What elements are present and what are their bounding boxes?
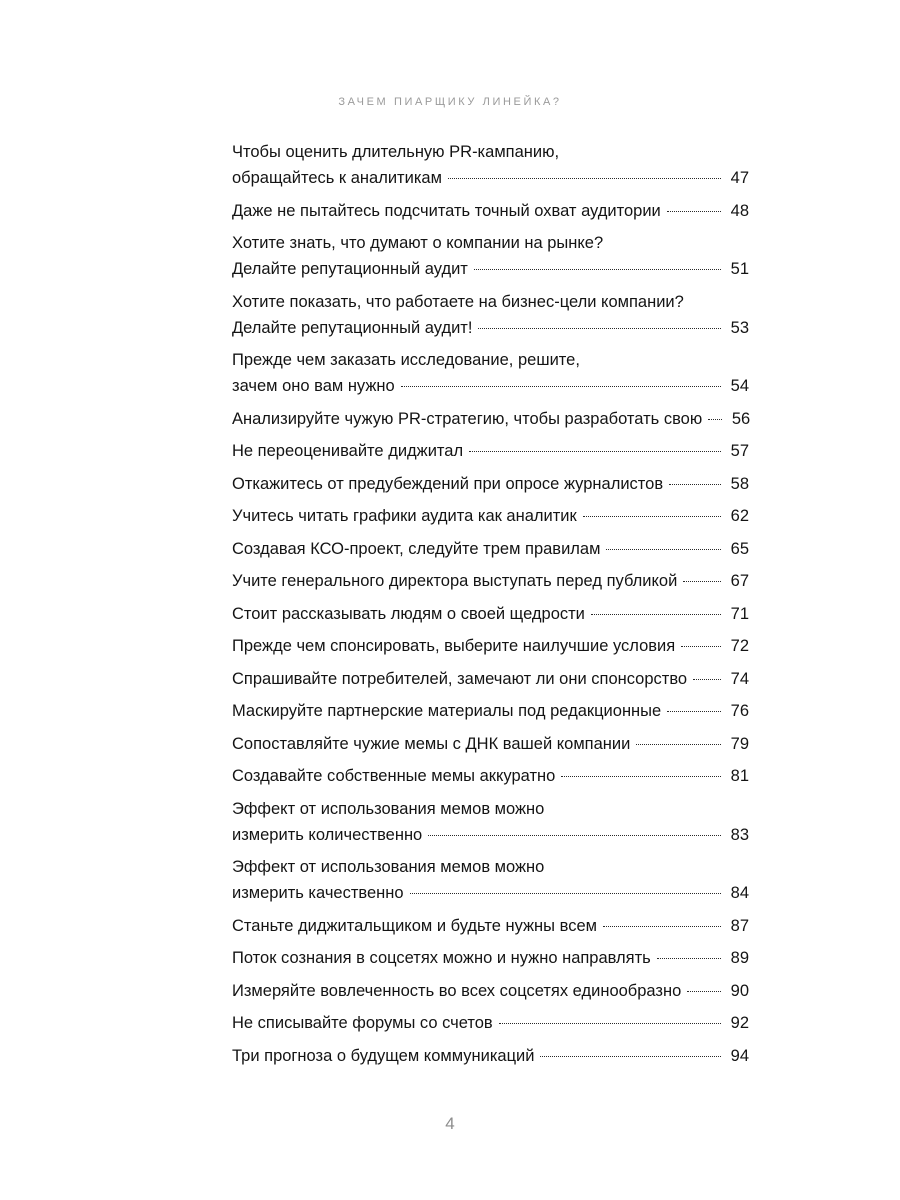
toc-entry-line <box>232 1043 749 1069</box>
toc-entry-line <box>232 633 749 659</box>
toc-entry-page: 79 <box>730 734 749 753</box>
toc-entry-title: Хотите показать, что работаете на бизнес-цели компании? <box>232 292 684 311</box>
dot-leader <box>428 835 721 836</box>
toc-entry <box>232 230 749 282</box>
toc-entry-title: Маскируйте партнерские материалы под редакционные <box>232 702 662 720</box>
toc-entry-title: измерить качественно <box>232 884 404 902</box>
toc-entry-page: 74 <box>730 669 749 688</box>
toc-entry-page: 54 <box>730 377 749 395</box>
toc-entry-page: 57 <box>730 442 749 460</box>
toc-entry-line <box>232 406 749 432</box>
dot-leader <box>606 549 721 550</box>
dot-leader <box>478 328 721 329</box>
toc-entry-page: 67 <box>730 572 749 590</box>
dot-leader <box>681 646 721 647</box>
toc-entry-line <box>232 568 749 594</box>
dot-leader <box>683 581 721 582</box>
toc-entry-page: 87 <box>730 916 749 935</box>
toc-entry-page: 90 <box>730 981 749 1000</box>
toc-entry <box>232 698 749 724</box>
toc-entry <box>232 796 749 848</box>
toc-entry-line <box>232 880 749 906</box>
toc-entry <box>232 471 749 497</box>
dot-leader <box>540 1056 721 1057</box>
toc-entry-line <box>232 1010 749 1036</box>
toc-entry-line <box>232 666 749 692</box>
toc-entry <box>232 438 749 464</box>
toc-entry-title: Откажитесь от предубеждений при опросе журналистов <box>232 474 664 493</box>
toc-entry-title: Стоит рассказывать людям о своей щедрости <box>232 604 585 623</box>
toc-entry-page: 89 <box>730 949 749 967</box>
toc-entry-title: Поток сознания в соцсетях можно и нужно направлять <box>232 949 651 967</box>
toc-entry <box>232 503 749 529</box>
toc-entry-title: Эффект от использования мемов можно <box>232 858 545 876</box>
toc-entry-line <box>232 822 749 848</box>
dot-leader <box>401 386 721 387</box>
toc-entry-line <box>232 536 749 562</box>
dot-leader <box>708 419 722 420</box>
toc-entry-line <box>232 165 749 191</box>
dot-leader <box>469 451 721 452</box>
toc-entry-title: Делайте репутационный аудит! <box>232 318 473 337</box>
toc-entry-title: Учитесь читать графики аудита как аналитик <box>232 507 577 525</box>
dot-leader <box>410 893 721 894</box>
dot-leader <box>474 269 721 270</box>
dot-leader <box>583 516 721 517</box>
toc-entry-title: обращайтесь к аналитикам <box>232 169 442 187</box>
toc-entry-title: Три прогноза о будущем коммуникаций <box>232 1046 535 1065</box>
toc-entry-title: измерить количественно <box>232 825 423 844</box>
toc-entry-line <box>232 471 749 497</box>
toc-entry-title: Анализируйте чужую PR-стратегию, чтобы разработать свою <box>232 409 703 428</box>
toc-entry-line <box>232 230 749 256</box>
toc-entry <box>232 601 749 627</box>
toc-entry <box>232 913 749 939</box>
dot-leader <box>667 211 721 212</box>
toc-entry-title: Прежде чем заказать исследование, решите, <box>232 351 580 369</box>
toc-entry-title: зачем оно вам нужно <box>232 377 395 395</box>
dot-leader <box>591 614 721 615</box>
toc-entry <box>232 139 749 191</box>
toc-entry-line <box>232 978 749 1004</box>
toc-entry-title: Учите генерального директора выступать перед публикой <box>232 572 678 590</box>
toc-entry-line <box>232 601 749 627</box>
toc-entry-page: 71 <box>730 604 749 623</box>
table-of-contents <box>232 139 749 1075</box>
toc-entry-line <box>232 854 749 880</box>
toc-entry-line <box>232 139 749 165</box>
dot-leader <box>636 744 721 745</box>
toc-entry-line <box>232 438 749 464</box>
toc-entry-line <box>232 503 749 529</box>
toc-entry-page: 84 <box>730 884 749 902</box>
toc-entry-line <box>232 315 749 341</box>
dot-leader <box>448 178 721 179</box>
dot-leader <box>657 958 721 959</box>
toc-entry-line <box>232 763 749 789</box>
running-head: ЗАЧЕМ ПИАРЩИКУ ЛИНЕЙКА? <box>338 96 562 108</box>
toc-entry-page: 51 <box>730 260 749 278</box>
toc-entry-line <box>232 198 749 224</box>
toc-entry-page: 81 <box>730 767 749 785</box>
toc-entry-page: 62 <box>730 507 749 525</box>
toc-entry-title: Измеряйте вовлеченность во всех соцсетях единообразно <box>232 981 682 1000</box>
toc-entry <box>232 406 749 432</box>
toc-entry-title: Спрашивайте потребителей, замечают ли они спонсорство <box>232 669 688 688</box>
dot-leader <box>669 484 721 485</box>
toc-entry-page: 83 <box>730 825 749 844</box>
toc-entry-title: Не переоценивайте диджитал <box>232 442 464 460</box>
toc-entry-page: 56 <box>731 409 751 428</box>
toc-entry-page: 92 <box>730 1014 749 1032</box>
toc-entry-line <box>232 698 749 724</box>
toc-entry-title: Делайте репутационный аудит <box>232 260 468 278</box>
toc-entry <box>232 945 749 971</box>
toc-entry-page: 53 <box>730 318 749 337</box>
toc-entry <box>232 289 749 341</box>
toc-entry-title: Станьте диджитальщиком и будьте нужны всем <box>232 916 597 935</box>
toc-entry-line <box>232 256 749 282</box>
toc-entry-title: Создавая КСО-проект, следуйте трем правилам <box>232 539 601 558</box>
toc-entry <box>232 198 749 224</box>
dot-leader <box>693 679 721 680</box>
toc-entry-line <box>232 913 749 939</box>
toc-entry-page: 65 <box>730 539 749 558</box>
toc-entry <box>232 1043 749 1069</box>
dot-leader <box>687 991 721 992</box>
toc-entry-title: Чтобы оценить длительную PR-кампанию, <box>232 143 560 161</box>
toc-entry-page: 76 <box>730 702 749 720</box>
page-number: 4 <box>445 1114 455 1133</box>
toc-entry <box>232 633 749 659</box>
toc-entry <box>232 536 749 562</box>
toc-entry-title: Хотите знать, что думают о компании на рынке? <box>232 234 604 252</box>
toc-entry <box>232 666 749 692</box>
dot-leader <box>603 926 721 927</box>
toc-entry <box>232 568 749 594</box>
toc-entry-page: 48 <box>730 201 749 220</box>
toc-entry-page: 94 <box>730 1046 749 1065</box>
toc-entry-title: Сопоставляйте чужие мемы с ДНК вашей компании <box>232 734 631 753</box>
toc-entry <box>232 978 749 1004</box>
toc-entry <box>232 854 749 906</box>
toc-entry-title: Даже не пытайтесь подсчитать точный охват аудитории <box>232 201 661 220</box>
toc-entry-line <box>232 731 749 757</box>
toc-entry-line <box>232 796 749 822</box>
toc-entry <box>232 1010 749 1036</box>
dot-leader <box>561 776 721 777</box>
toc-entry-title: Не списывайте форумы со счетов <box>232 1014 493 1032</box>
toc-entry-page: 72 <box>730 637 749 655</box>
toc-entry <box>232 731 749 757</box>
toc-entry-title: Эффект от использования мемов можно <box>232 799 545 818</box>
toc-entry-title: Прежде чем спонсировать, выберите наилучшие условия <box>232 637 676 655</box>
toc-entry <box>232 763 749 789</box>
toc-entry-page: 58 <box>730 474 749 493</box>
dot-leader <box>499 1023 721 1024</box>
toc-entry-page: 47 <box>730 169 749 187</box>
toc-entry-line <box>232 373 749 399</box>
toc-entry <box>232 347 749 399</box>
dot-leader <box>667 711 721 712</box>
toc-entry-line <box>232 347 749 373</box>
toc-entry-line <box>232 945 749 971</box>
toc-entry-line <box>232 289 749 315</box>
toc-entry-title: Создавайте собственные мемы аккуратно <box>232 767 556 785</box>
